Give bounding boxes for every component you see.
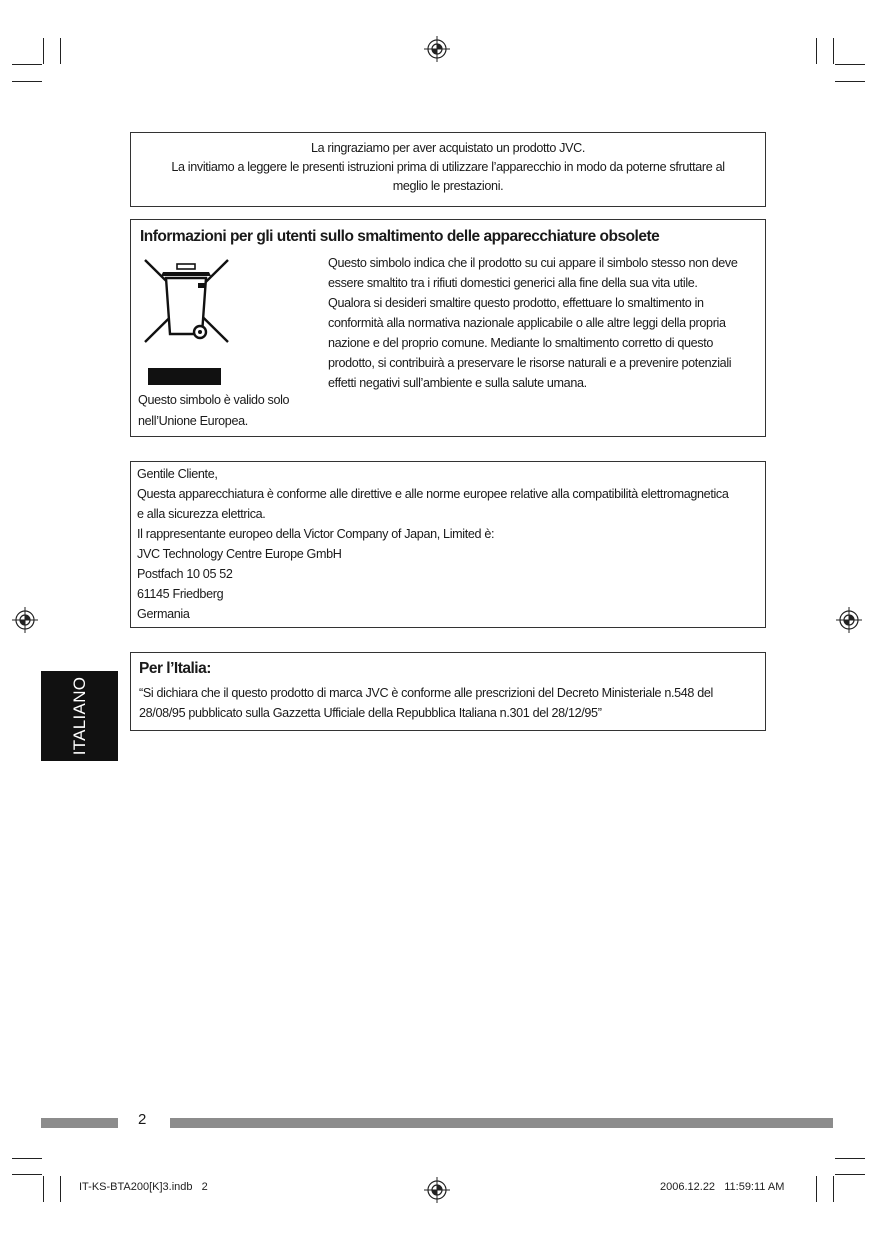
customer-line: Il rappresentante europeo della Victor Company of Japan, Limited è: [137, 527, 495, 541]
footer-bar [170, 1118, 833, 1128]
crop-mark [833, 1176, 834, 1202]
customer-line: e alla sicurezza elettrica. [137, 507, 266, 521]
body-line: prodotto, si contribuirà a preservare le risorse naturali e a prevenire potenziali [328, 356, 732, 370]
crop-mark [43, 1176, 44, 1202]
registration-mark-icon [424, 36, 450, 62]
crop-mark [43, 38, 44, 64]
body-line: essere smaltito tra i rifiuti domestici generici alla fine della sua vita utile. [328, 276, 698, 290]
decree-line: 28/08/95 pubblicato sulla Gazzetta Ufficiale della Repubblica Italiana n.301 del 28/12/95” [139, 706, 602, 720]
customer-line: Gentile Cliente, [137, 467, 218, 481]
weee-disposal-box [130, 219, 766, 437]
crop-mark [60, 38, 61, 64]
crop-mark [835, 1174, 865, 1175]
customer-line: Postfach 10 05 52 [137, 567, 233, 581]
crop-mark [12, 81, 42, 82]
crop-mark [835, 81, 865, 82]
italia-decree-box [130, 652, 766, 731]
registration-mark-icon [836, 607, 862, 633]
caption-line: Questo simbolo è valido solo [138, 393, 290, 407]
crop-mark [12, 1174, 42, 1175]
registration-mark-icon [12, 607, 38, 633]
weee-body-text [328, 253, 756, 393]
footer-bar [41, 1118, 118, 1128]
crossed-out-wheelie-bin-icon [139, 256, 234, 348]
print-slug-timestamp: 2006.12.22 11:59:11 AM [660, 1181, 785, 1193]
customer-line: Germania [137, 607, 190, 621]
customer-line: 61145 Friedberg [137, 587, 224, 601]
crop-mark [12, 64, 42, 65]
body-line: Questo simbolo indica che il prodotto su cui appare il simbolo stesso non deve [328, 256, 738, 270]
language-tab [41, 671, 118, 761]
crop-mark [60, 1176, 61, 1202]
decree-line: “Si dichiara che il questo prodotto di marca JVC è conforme alle prescrizioni del Decreto Ministeriale n.548 del [139, 686, 713, 700]
registration-mark-icon [424, 1177, 450, 1203]
body-line: nazione e del proprio comune. Mediante lo smaltimento corretto di questo [328, 336, 714, 350]
print-slug-file: IT-KS-BTA200[K]3.indb 2 [79, 1181, 208, 1193]
caption-line: nell’Unione Europea. [138, 414, 248, 428]
customer-line: JVC Technology Centre Europe GmbH [137, 547, 342, 561]
thanks-line: La ringraziamo per aver acquistato un prodotto JVC. [310, 141, 586, 155]
thanks-notice-box [130, 132, 766, 207]
language-tab-label: ITALIANO [69, 676, 89, 756]
weee-marking-bar [148, 368, 221, 385]
thanks-line: La invitiamo a leggere le presenti istruzioni prima di utilizzare l’apparecchio in modo da poterne sfruttare al [171, 160, 725, 174]
crop-mark [816, 38, 817, 64]
customer-line: Questa apparecchiatura è conforme alle direttive e alle norme europee relative alla compatibilità elettromagnetica [137, 487, 729, 501]
decree-text [139, 683, 757, 723]
weee-heading: Informazioni per gli utenti sullo smaltimento delle apparecchiature obsolete [140, 228, 660, 245]
italia-heading: Per l’Italia: [139, 660, 211, 677]
body-line: effetti negativi sull’ambiente e sulla salute umana. [328, 376, 587, 390]
crop-mark [12, 1158, 42, 1159]
crop-mark [835, 64, 865, 65]
page-number: 2 [138, 1111, 147, 1128]
crop-mark [835, 1158, 865, 1159]
crop-mark [816, 1176, 817, 1202]
customer-notice-box [130, 461, 766, 628]
weee-caption [138, 390, 298, 432]
body-line: conformità alla normativa nazionale applicabile o alle altre leggi della propria [328, 316, 726, 330]
crop-mark [833, 38, 834, 64]
body-line: Qualora si desideri smaltire questo prodotto, effettuare lo smaltimento in [328, 296, 704, 310]
thanks-line: meglio le prestazioni. [392, 179, 504, 193]
